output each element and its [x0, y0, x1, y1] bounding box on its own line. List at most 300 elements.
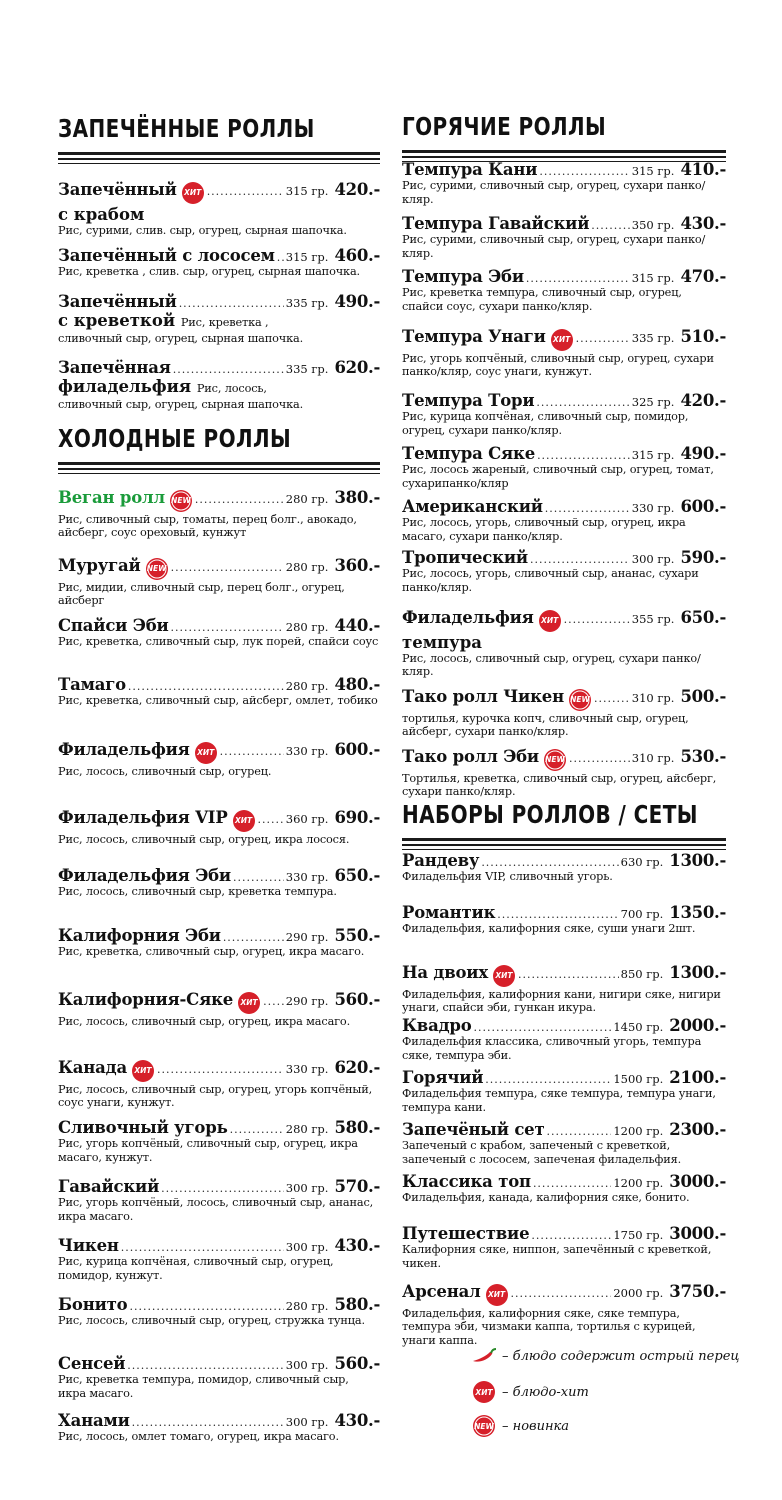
item-description: Рис, мидии, сливочный сыр, перец болг., огурец, айсберг	[58, 580, 345, 607]
dot-leader	[539, 165, 629, 178]
new-badge-icon: NEW	[568, 688, 592, 712]
item-header	[402, 608, 726, 633]
menu-item	[58, 1354, 380, 1400]
item-name: Темпура Сяке	[402, 444, 536, 463]
section-rule	[58, 152, 380, 164]
item-description-start: Рис, креветка ,	[180, 316, 269, 329]
item-weight: 330 гр.	[285, 1062, 329, 1076]
dot-leader	[171, 621, 284, 634]
item-price: 430.-	[334, 1411, 380, 1430]
menu-item	[402, 963, 726, 1015]
item-name: Темпура Кани	[402, 160, 538, 179]
item-price: 570.-	[334, 1177, 380, 1196]
item-header	[58, 675, 380, 694]
item-name-cont: с креветкой	[58, 311, 176, 330]
legend-new-text: – новинка	[502, 1418, 570, 1434]
menu-item	[58, 556, 380, 608]
item-name: Горячий	[402, 1068, 484, 1087]
dot-leader	[533, 1177, 611, 1190]
item-name: Американский	[402, 497, 543, 516]
dot-leader	[161, 1182, 284, 1195]
dot-leader	[536, 396, 629, 409]
menu-item	[58, 675, 380, 708]
menu-item	[402, 444, 726, 490]
legend-hit-text: – блюдо-хит	[502, 1384, 589, 1400]
item-price: 650.-	[680, 608, 726, 627]
item-name: Филадельфия	[58, 740, 190, 759]
item-price: 1300.-	[669, 851, 726, 870]
item-name: Веган ролл	[58, 488, 165, 507]
dot-leader	[127, 1359, 284, 1372]
item-price: 560.-	[334, 1354, 380, 1373]
hit-badge-icon: ХИТ	[194, 741, 218, 765]
dot-leader	[526, 272, 630, 285]
item-description: Рис, курица копчёная, сливочный сыр, огурец, помидор, кунжут.	[58, 1255, 334, 1282]
dot-leader	[547, 1125, 612, 1138]
item-price: 2000.-	[669, 1016, 726, 1035]
section-title: НАБОРЫ РОЛЛОВ / СЕТЫ	[402, 800, 698, 829]
dot-leader	[537, 449, 630, 462]
item-price: 460.-	[334, 246, 380, 265]
item-name: Запечёный сет	[402, 1120, 545, 1139]
item-price: 580.-	[334, 1295, 380, 1314]
item-description: Рис, креветка темпура, сливочный сыр, огурец, спайси соус, сухари панко/кляр.	[402, 286, 682, 313]
item-weight: 850 гр.	[620, 967, 664, 981]
new-badge-icon: NEW	[145, 557, 169, 581]
item-header	[402, 391, 726, 410]
menu-item	[402, 687, 726, 739]
item-description: Рис, креветка, сливочный сыр, лук порей, спайси соус	[58, 635, 379, 648]
item-weight: 280 гр.	[285, 560, 329, 574]
item-description: Филадельфия темпура, сяке темпура, темпура унаги, темпура кани.	[402, 1087, 716, 1114]
hit-badge-icon: ХИТ	[492, 964, 516, 988]
item-price: 600.-	[334, 740, 380, 759]
item-header	[402, 1282, 726, 1307]
menu-item	[58, 990, 380, 1028]
item-weight: 330 гр.	[285, 870, 329, 884]
item-name: Темпура Эби	[402, 267, 524, 286]
item-price: 420.-	[334, 180, 380, 199]
dot-leader	[485, 1073, 611, 1086]
item-description: Рис, лосось, сливочный сыр, огурец, сухари панко/кляр.	[402, 651, 701, 678]
dot-leader	[129, 1300, 283, 1313]
dot-leader	[474, 1021, 612, 1034]
item-header	[58, 180, 380, 205]
item-price: 580.-	[334, 1118, 380, 1137]
item-price: 650.-	[334, 866, 380, 885]
item-header	[58, 616, 380, 635]
item-name: Тамаго	[58, 675, 126, 694]
menu-item	[402, 1224, 726, 1270]
dot-leader	[173, 363, 284, 376]
item-weight: 315 гр.	[285, 250, 329, 264]
menu-item	[402, 160, 726, 206]
dot-leader	[497, 908, 618, 921]
item-name-line2	[58, 377, 380, 398]
dot-leader	[545, 502, 630, 515]
section-cold	[58, 424, 380, 474]
item-weight: 2000 гр.	[613, 1286, 664, 1300]
item-description: Филадельфия VIP, сливочный угорь.	[402, 870, 613, 883]
hit-badge-icon: ХИТ	[181, 181, 205, 205]
item-weight: 350 гр.	[631, 218, 675, 232]
item-price: 1300.-	[669, 963, 726, 982]
item-weight: 330 гр.	[285, 744, 329, 758]
item-weight: 310 гр.	[631, 691, 675, 705]
item-price: 3000.-	[669, 1172, 726, 1191]
item-weight: 300 гр.	[631, 552, 675, 566]
item-description: Рис, креветка , слив. сыр, огурец, сырная шапочка.	[58, 265, 360, 278]
section-title: ЗАПЕЧЁННЫЕ РОЛЛЫ	[58, 114, 315, 143]
dot-leader	[481, 856, 618, 869]
item-header	[58, 358, 380, 377]
section-sets	[402, 800, 726, 850]
section-title: ГОРЯЧИЕ РОЛЛЫ	[402, 112, 607, 141]
item-header	[58, 866, 380, 885]
item-description: Рис, угорь копчёный, сливочный сыр, огурец, сухари панко/кляр, соус унаги, кунжут.	[402, 351, 714, 378]
section-title: ХОЛОДНЫЕ РОЛЛЫ	[58, 424, 292, 453]
hit-badge-icon: ХИТ	[232, 809, 256, 833]
menu-item	[58, 292, 380, 346]
item-price: 600.-	[680, 497, 726, 516]
dot-leader	[531, 1229, 611, 1242]
item-price: 430.-	[334, 1236, 380, 1255]
dot-leader	[233, 871, 284, 884]
dot-leader	[157, 1063, 284, 1076]
item-price: 620.-	[334, 1058, 380, 1077]
menu-item	[402, 1120, 726, 1166]
item-header	[402, 267, 726, 286]
item-name: Темпура Тори	[402, 391, 535, 410]
item-description: Рис, угорь копчёный, лосось, сливочный сыр, ананас, икра масаго.	[58, 1196, 374, 1223]
dot-leader	[230, 1123, 284, 1136]
item-name: Калифорния Эби	[58, 926, 221, 945]
dot-leader	[220, 745, 284, 758]
item-weight: 355 гр.	[631, 612, 675, 626]
item-weight: 300 гр.	[285, 1181, 329, 1195]
item-price: 2100.-	[669, 1068, 726, 1087]
dot-leader	[121, 1241, 284, 1254]
item-description: Рис, сурими, сливочный сыр, огурец, сухари панко/кляр.	[402, 179, 706, 206]
item-name: Калифорния-Сяке	[58, 990, 234, 1009]
dot-leader	[594, 692, 630, 705]
menu-item	[402, 1282, 726, 1347]
item-weight: 315 гр.	[631, 448, 675, 462]
item-header	[402, 963, 726, 988]
item-description: Рис, креветка темпура, помидор, сливочный сыр, икра масаго.	[58, 1373, 349, 1400]
item-header	[402, 160, 726, 179]
dot-leader	[511, 1287, 612, 1300]
item-header	[402, 747, 726, 772]
item-name: Классика топ	[402, 1172, 531, 1191]
item-weight: 330 гр.	[631, 501, 675, 515]
item-name-line2	[58, 205, 380, 224]
item-weight: 360 гр.	[285, 812, 329, 826]
dot-leader	[591, 219, 630, 232]
item-price: 690.-	[334, 808, 380, 827]
item-weight: 315 гр.	[285, 184, 329, 198]
item-name: Квадро	[402, 1016, 472, 1035]
item-header	[402, 1224, 726, 1243]
item-header	[58, 292, 380, 311]
item-name: Запечённый	[58, 292, 177, 311]
item-weight: 1450 гр.	[613, 1020, 664, 1034]
hit-badge-icon: ХИТ	[237, 991, 261, 1015]
dot-leader	[263, 995, 284, 1008]
item-header	[58, 556, 380, 581]
item-price: 360.-	[334, 556, 380, 575]
item-header	[58, 1354, 380, 1373]
item-price: 440.-	[334, 616, 380, 635]
dot-leader	[277, 251, 284, 264]
item-weight: 280 гр.	[285, 679, 329, 693]
item-header	[58, 1177, 380, 1196]
item-weight: 335 гр.	[285, 296, 329, 310]
item-name: Тропический	[402, 548, 528, 567]
item-description: Рис, лосось, угорь, сливочный сыр, огурец, икра масаго, сухари панко/кляр.	[402, 516, 686, 543]
item-name-cont: филадельфия	[58, 377, 192, 396]
item-header	[58, 1118, 380, 1137]
item-price: 480.-	[334, 675, 380, 694]
item-weight: 300 гр.	[285, 1358, 329, 1372]
legend-hit	[470, 1380, 589, 1404]
menu-item	[58, 740, 380, 778]
item-description: Рис, лосось жареный, сливочный сыр, огурец, томат, сухарипанко/кляр	[402, 463, 714, 490]
item-weight: 280 гр.	[285, 492, 329, 506]
item-name: Тако ролл Чикен	[402, 687, 564, 706]
item-price: 420.-	[680, 391, 726, 410]
item-description: сливочный сыр, огурец, сырная шапочка.	[58, 332, 304, 345]
item-price: 490.-	[334, 292, 380, 311]
item-header	[58, 926, 380, 945]
item-description: Рис, сурими, слив. сыр, огурец, сырная шапочка.	[58, 223, 347, 237]
item-price: 3750.-	[669, 1282, 726, 1301]
item-name: Запечённая	[58, 358, 171, 377]
menu-item	[402, 391, 726, 437]
section-baked	[58, 114, 380, 164]
dot-leader	[518, 968, 619, 981]
legend-pepper-text: – блюдо содержит острый перец	[502, 1348, 740, 1364]
item-header	[402, 687, 726, 712]
item-weight: 280 гр.	[285, 620, 329, 634]
dot-leader	[530, 553, 630, 566]
item-name-line2	[58, 311, 380, 332]
item-header	[402, 548, 726, 567]
item-price: 380.-	[334, 488, 380, 507]
item-description: Рис, креветка, сливочный сыр, огурец, икра масаго.	[58, 945, 365, 958]
item-name: Запечённый с лососем	[58, 246, 275, 265]
item-name: Филадельфия	[402, 608, 534, 627]
item-price: 430.-	[680, 214, 726, 233]
item-description: Филадельфия, калифорния сяке, суши унаги 2шт.	[402, 922, 696, 935]
menu-item	[58, 616, 380, 649]
menu-item	[58, 246, 380, 279]
item-description: Рис, лосось, сливочный сыр, огурец.	[58, 764, 272, 778]
item-description: Филадельфия, калифорния сяке, сяке темпура, темпура эби, чизмаки каппа, тортилья с курицей, унаги каппа.	[402, 1306, 696, 1347]
menu-item	[402, 1172, 726, 1205]
item-name: Спайси Эби	[58, 616, 169, 635]
item-description: Калифорния сяке, ниппон, запечённый с креветкой, чикен.	[402, 1243, 712, 1270]
menu-item	[402, 548, 726, 594]
item-header	[402, 1172, 726, 1191]
item-description: Тортилья, креветка, сливочный сыр, огурец, айсберг, сухари панко/кляр.	[402, 771, 717, 798]
item-name: Сливочный угорь	[58, 1118, 228, 1137]
section-hot	[402, 112, 726, 162]
item-header	[58, 1295, 380, 1314]
item-name: Романтик	[402, 903, 496, 922]
item-weight: 700 гр.	[620, 907, 664, 921]
item-name-cont: темпура	[402, 632, 482, 652]
item-weight: 630 гр.	[620, 855, 664, 869]
item-weight: 300 гр.	[285, 1415, 329, 1429]
item-name-line2	[402, 633, 726, 652]
item-price: 2300.-	[669, 1120, 726, 1139]
item-description: Рис, лосось, сливочный сыр, креветка темпура.	[58, 885, 337, 898]
item-price: 500.-	[680, 687, 726, 706]
dot-leader	[195, 493, 284, 506]
item-description: Рис, лосось, сливочный сыр, огурец, икра масаго.	[58, 1014, 351, 1028]
item-header	[58, 740, 380, 765]
dot-leader	[576, 332, 630, 345]
item-description: тортилья, курочка копч, сливочный сыр, огурец, айсберг, сухари панко/кляр.	[402, 711, 689, 738]
item-name: Путешествие	[402, 1224, 530, 1243]
item-description: Запеченый с крабом, запеченый с креветкой, запеченый с лососем, запеченая филадельфия.	[402, 1139, 682, 1166]
item-price: 590.-	[680, 548, 726, 567]
item-name: Канада	[58, 1058, 127, 1077]
menu-item	[402, 327, 726, 379]
dot-leader	[564, 613, 630, 626]
new-badge-icon: NEW	[543, 748, 567, 772]
item-description-start: Рис, лосось,	[196, 382, 267, 395]
item-name-cont: с крабом	[58, 204, 145, 224]
item-weight: 300 гр.	[285, 1240, 329, 1254]
item-price: 470.-	[680, 267, 726, 286]
item-name: Темпура Унаги	[402, 327, 546, 346]
item-name: Сенсей	[58, 1354, 126, 1373]
dot-leader	[223, 931, 284, 944]
menu-item	[402, 903, 726, 936]
menu-item	[402, 214, 726, 260]
hit-badge-icon: ХИТ	[131, 1059, 155, 1083]
item-weight: 325 гр.	[631, 395, 675, 409]
menu-item	[58, 926, 380, 959]
item-name: Рандеву	[402, 851, 480, 870]
item-description: Рис, лосось, омлет томаго, огурец, икра масаго.	[58, 1430, 339, 1443]
item-header	[58, 1058, 380, 1083]
menu-item	[58, 1411, 380, 1444]
item-weight: 315 гр.	[631, 271, 675, 285]
chili-pepper-icon	[470, 1348, 498, 1364]
item-weight: 1200 гр.	[613, 1176, 664, 1190]
item-description: Рис, лосось, сливочный сыр, огурец, угорь копчёный, соус унаги, кунжут.	[58, 1082, 373, 1109]
item-header	[58, 808, 380, 833]
item-header	[58, 990, 380, 1015]
hit-badge-icon: ХИТ	[538, 609, 562, 633]
item-weight: 335 гр.	[285, 362, 329, 376]
item-price: 620.-	[334, 358, 380, 377]
item-price: 410.-	[680, 160, 726, 179]
item-name: Запечённый	[58, 180, 177, 199]
item-price: 510.-	[680, 327, 726, 346]
item-header	[402, 497, 726, 516]
item-name: На двоих	[402, 963, 488, 982]
dot-leader	[258, 813, 284, 826]
item-description: Рис, курица копчёная, сливочный сыр, помидор, огурец, сухари панко/кляр.	[402, 410, 689, 437]
menu-item	[58, 1177, 380, 1223]
menu-item	[58, 180, 380, 237]
menu-item	[402, 608, 726, 679]
item-description: Филадельфия, канада, калифорния сяке, бонито.	[402, 1191, 690, 1204]
item-description: Рис, сурими, сливочный сыр, огурец, сухари панко/кляр.	[402, 233, 706, 260]
legend-new	[470, 1414, 569, 1438]
menu-item	[58, 866, 380, 899]
item-description: Рис, креветка, сливочный сыр, айсберг, омлет, тобико	[58, 694, 378, 707]
item-description: Рис, лосось, сливочный сыр, огурец, икра лосося.	[58, 832, 350, 846]
hit-badge-icon: ХИТ	[550, 328, 574, 352]
item-price: 560.-	[334, 990, 380, 1009]
item-name: Муругай	[58, 556, 141, 575]
item-description: Рис, лосось, угорь, сливочный сыр, ананас, сухари панко/кляр.	[402, 567, 699, 594]
item-header	[58, 488, 380, 513]
menu-item	[402, 1068, 726, 1114]
dot-leader	[171, 561, 284, 574]
item-weight: 1750 гр.	[613, 1228, 664, 1242]
item-header	[58, 1236, 380, 1255]
item-name: Темпура Гавайский	[402, 214, 590, 233]
item-header	[58, 246, 380, 265]
item-weight: 280 гр.	[285, 1122, 329, 1136]
item-name: Арсенал	[402, 1282, 481, 1301]
dot-leader	[179, 297, 284, 310]
item-price: 550.-	[334, 926, 380, 945]
item-price: 1350.-	[669, 903, 726, 922]
item-description: Рис, сливочный сыр, томаты, перец болг., авокадо, айсберг, соус ореховый, кунжут	[58, 512, 357, 539]
item-header	[402, 1068, 726, 1087]
item-weight: 1500 гр.	[613, 1072, 664, 1086]
item-description: Филадельфия классика, сливочный угорь, темпура сяке, темпура эби.	[402, 1035, 702, 1062]
item-weight: 1200 гр.	[613, 1124, 664, 1138]
new-badge-icon: NEW	[472, 1414, 496, 1438]
item-name: Филадельфия Эби	[58, 866, 231, 885]
item-weight: 290 гр.	[285, 930, 329, 944]
item-description: Рис, угорь копчёный, сливочный сыр, огурец, икра масаго, кунжут.	[58, 1137, 358, 1164]
item-header	[402, 1120, 726, 1139]
hit-badge-icon: ХИТ	[472, 1380, 496, 1404]
item-name: Тако ролл Эби	[402, 747, 539, 766]
section-rule	[58, 462, 380, 474]
item-weight: 335 гр.	[631, 331, 675, 345]
menu-item	[58, 1118, 380, 1164]
item-name: Гавайский	[58, 1177, 160, 1196]
item-header	[402, 444, 726, 463]
item-description: Рис, лосось, сливочный сыр, огурец, стружка тунца.	[58, 1314, 365, 1327]
item-weight: 280 гр.	[285, 1299, 329, 1313]
menu-item	[402, 747, 726, 799]
menu-item	[402, 497, 726, 543]
item-name: Бонито	[58, 1295, 128, 1314]
menu-item	[58, 1236, 380, 1282]
menu-item	[402, 267, 726, 313]
item-name: Ханами	[58, 1411, 130, 1430]
item-name: Чикен	[58, 1236, 119, 1255]
item-header	[402, 1016, 726, 1035]
menu-item	[402, 851, 726, 884]
item-header	[402, 327, 726, 352]
item-header	[402, 903, 726, 922]
item-weight: 315 гр.	[631, 164, 675, 178]
menu-item	[58, 488, 380, 540]
menu-item	[58, 808, 380, 846]
